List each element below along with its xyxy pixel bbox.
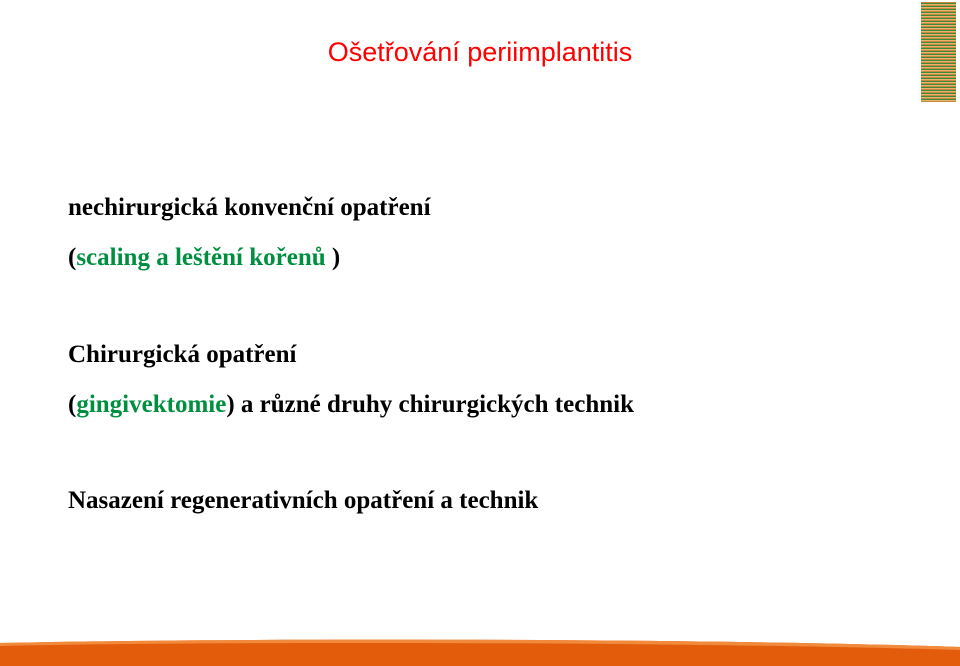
item-2-heading bbox=[68, 340, 296, 370]
slide-title bbox=[0, 34, 960, 70]
item-2-detail: gingivektomie bbox=[76, 391, 227, 418]
bottom-decorative-bar bbox=[0, 638, 960, 666]
item-2-close-text: ) a různé druhy chirurgických technik bbox=[226, 391, 634, 418]
item-1-close-paren: ) bbox=[325, 244, 341, 271]
item-2-detail-line bbox=[68, 390, 634, 420]
item-1-heading bbox=[68, 193, 431, 223]
item-1-detail: scaling a leštění kořenů bbox=[76, 244, 326, 271]
item-3-heading bbox=[68, 486, 538, 516]
item-3-heading-text: Nasazení regenerativních opatření a technik bbox=[68, 487, 539, 514]
item-1-heading-text: nechirurgická konvenční opatření bbox=[68, 194, 431, 221]
item-2-heading-text: Chirurgická opatření bbox=[68, 341, 297, 368]
slide-title-text: Ošetřování periimplantitis bbox=[327, 37, 633, 67]
bottom-bar-shape bbox=[0, 638, 960, 666]
item-1-open-paren: ( bbox=[68, 244, 77, 271]
item-2-open-paren: ( bbox=[68, 391, 77, 418]
striped-logo-icon bbox=[921, 2, 956, 102]
item-1-detail-line bbox=[68, 243, 340, 273]
